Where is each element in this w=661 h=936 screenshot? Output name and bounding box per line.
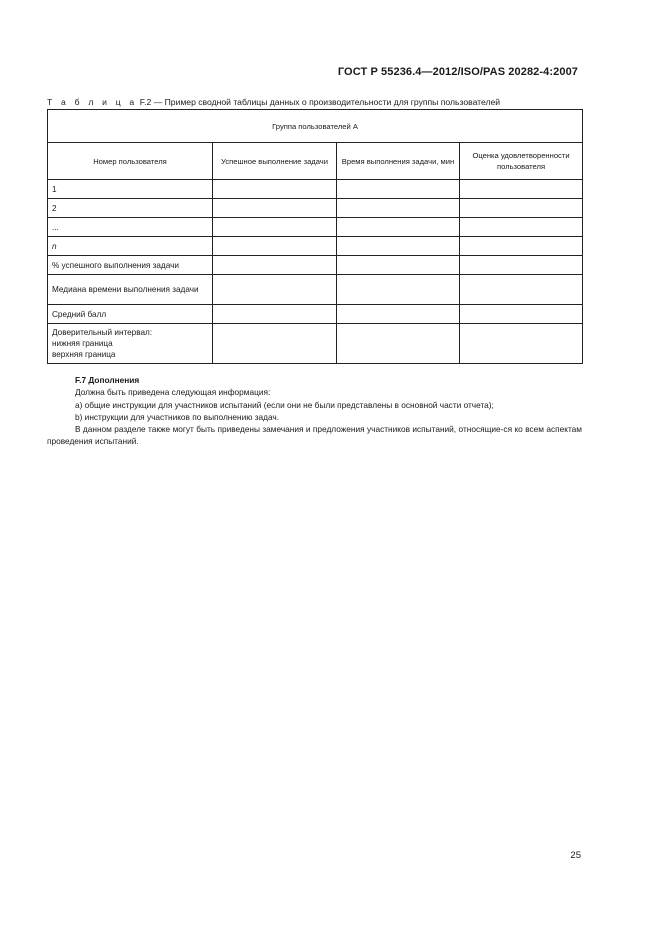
table-cell [213,199,337,218]
section-paragraph: b) инструкции для участников по выполнению задач. [75,411,280,422]
table-cell [460,275,583,305]
table-cell [337,180,460,199]
section-title: F.7 Дополнения [75,375,140,385]
table-row [48,305,583,324]
section-additions [47,374,582,448]
table-cell [213,324,337,364]
table-group-row [48,110,583,143]
table-cell [213,256,337,275]
table-row [48,218,583,237]
table-row [48,256,583,275]
row-label: ... [48,218,213,237]
table-cell [337,218,460,237]
table-cell [213,237,337,256]
table-cell [460,324,583,364]
table-cell [213,275,337,305]
table-row [48,275,583,305]
table-header-row [48,143,583,180]
column-header-task-success: Успешное выполнение задачи [213,143,337,180]
table-cell [213,180,337,199]
row-label: n [48,237,213,256]
column-header-task-time: Время выполнения задачи, мин [337,143,460,180]
group-header-cell: Группа пользователей А [48,110,583,143]
table-cell [460,218,583,237]
row-label-line: нижняя граница [52,339,113,348]
section-paragraph: Должна быть приведена следующая информация: [75,387,271,398]
table-row [48,180,583,199]
table-caption [47,97,500,107]
table-cell [337,305,460,324]
row-label: Медиана времени выполнения задачи [48,275,213,305]
table-caption-label: Т а б л и ц а [47,97,138,107]
row-label: % успешного выполнения задачи [48,256,213,275]
table-cell [460,199,583,218]
summary-table [47,109,583,364]
table-cell [337,199,460,218]
page-number: 25 [570,850,581,861]
table-cell [213,305,337,324]
row-label: Средний балл [48,305,213,324]
table-cell [213,218,337,237]
table-cell [460,256,583,275]
column-header-user-number: Номер пользователя [48,143,213,180]
table-cell [337,237,460,256]
section-paragraph: a) общие инструкции для участников испытаний (если они не были представлены в основной части отчета); [75,399,494,410]
section-paragraph: В данном разделе также могут быть приведены замечания и предложения участников испытаний, относящие-ся ко всем аспектам проведения испытаний. [47,424,582,447]
row-label [48,324,213,364]
row-label-line: верхняя граница [52,350,116,359]
document-header: ГОСТ Р 55236.4—2012/ISO/PAS 20282-4:2007 [337,66,578,78]
table-row [48,324,583,364]
table-row [48,199,583,218]
table-cell [337,324,460,364]
table-cell [460,237,583,256]
table-cell [337,275,460,305]
table-cell [460,305,583,324]
row-label-line: Доверительный интервал: [52,328,153,337]
table-row [48,237,583,256]
row-label: 1 [48,180,213,199]
table-cell [337,256,460,275]
table-caption-text: F.2 — Пример сводной таблицы данных о производительности для группы пользователей [139,97,501,107]
table-cell [460,180,583,199]
column-header-satisfaction: Оценка удовлетворенности пользователя [460,143,583,180]
row-label: 2 [48,199,213,218]
